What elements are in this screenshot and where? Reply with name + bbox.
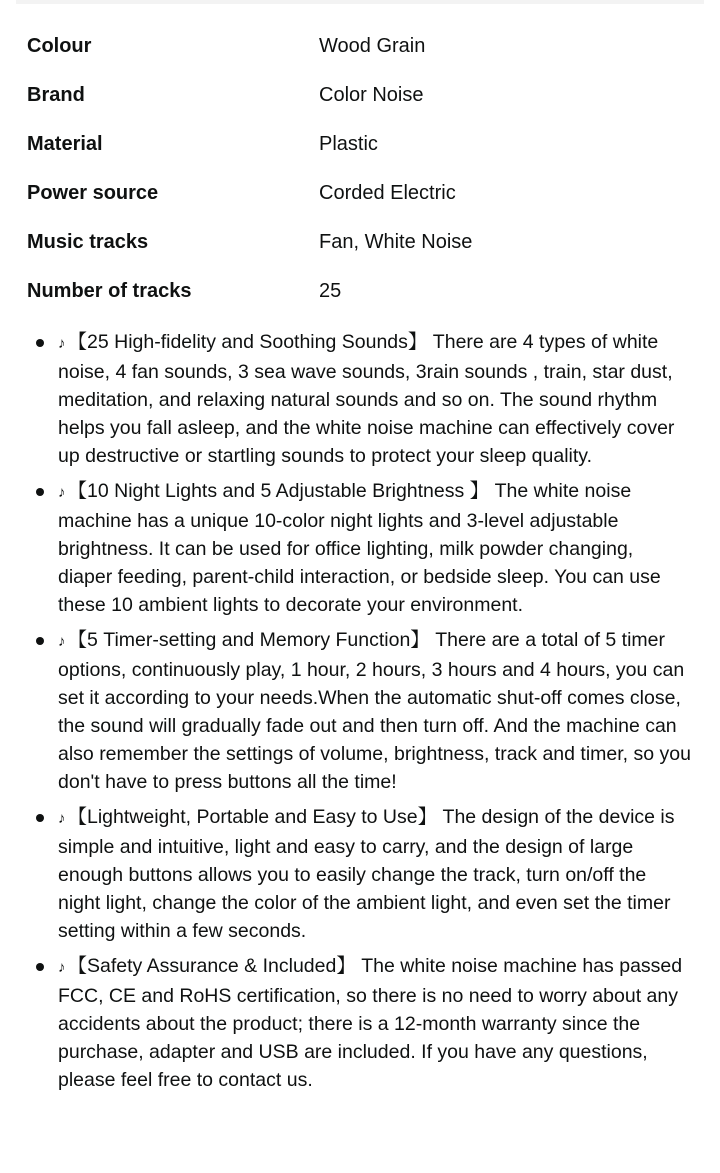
spec-label: Power source — [27, 182, 159, 204]
spec-value: Fan, White Noise — [319, 231, 473, 253]
bullet-title: 【Lightweight, Portable and Easy to Use】 — [67, 806, 438, 828]
music-note-icon: ♪ — [58, 959, 66, 976]
spec-label: Material — [27, 133, 103, 155]
bullet-text: There are a total of 5 timer options, continuously play, 1 hour, 2 hours, 3 hours and 4 hours, you can set it according to your needs.When the automatic shut-off comes close, the sound will gradually fade out and then turn off. And the machine can also remember the settings of volume, brightness, track and timer, so you don't have to press buttons all the time! — [58, 629, 691, 793]
music-note-icon: ♪ — [58, 810, 66, 827]
spec-value: Wood Grain — [319, 35, 426, 57]
bullet-text: The white noise machine has a unique 10-color night lights and 3-level adjustable brightness. It can be used for office lighting, milk powder changing, diaper feeding, parent-child interaction, or bedside sleep. You can use these 10 ambient lights to decorate your environment. — [58, 480, 661, 616]
spec-label: Number of tracks — [27, 280, 192, 302]
spec-label: Brand — [27, 84, 85, 106]
spec-row-number-of-tracks — [27, 267, 707, 316]
spec-row-material — [27, 120, 707, 169]
feature-bullet — [0, 477, 720, 619]
bullet-title: 【Safety Assurance & Included】 — [67, 955, 356, 977]
spec-row-brand — [27, 71, 707, 120]
product-specs-table — [27, 22, 707, 316]
bullet-title: 【10 Night Lights and 5 Adjustable Brightness 】 — [67, 480, 490, 502]
bullet-text: The white noise machine has passed FCC, CE and RoHS certification, so there is no need to worry about any accidents about the product; there is a 12-month warranty since the purchase, adapter and USB are included. If you have any questions, please feel free to contact us. — [58, 955, 683, 1091]
bullet-dot-icon — [36, 963, 44, 971]
music-note-icon: ♪ — [58, 633, 66, 650]
bullet-text: The design of the device is simple and intuitive, light and easy to carry, and the design of large enough buttons allows you to easily change the track, turn on/off the night light, change the color of the ambient light, and even set the timer setting within a few seconds. — [58, 806, 675, 942]
spec-row-music-tracks — [27, 218, 707, 267]
spec-value: Corded Electric — [319, 182, 456, 204]
spec-label: Colour — [27, 35, 92, 57]
feature-bullet-list — [0, 328, 720, 1101]
feature-bullet — [0, 803, 720, 945]
spec-value: 25 — [319, 280, 342, 302]
spec-row-colour — [27, 22, 707, 71]
bullet-title: 【5 Timer-setting and Memory Function】 — [67, 629, 430, 651]
feature-bullet — [0, 952, 720, 1094]
bullet-dot-icon — [36, 814, 44, 822]
bullet-dot-icon — [36, 488, 44, 496]
section-divider — [16, 0, 704, 4]
spec-label: Music tracks — [27, 231, 149, 253]
bullet-title: 【25 High-fidelity and Soothing Sounds】 — [67, 331, 428, 353]
spec-value: Color Noise — [319, 84, 424, 106]
spec-value: Plastic — [319, 133, 378, 155]
feature-bullet — [0, 626, 720, 796]
music-note-icon: ♪ — [58, 335, 66, 352]
bullet-dot-icon — [36, 637, 44, 645]
bullet-text: There are 4 types of white noise, 4 fan sounds, 3 sea wave sounds, 3rain sounds , train, star dust, meditation, and relaxing natural sounds and so on. The sound rhythm helps you fall asleep, and the white noise machine can effectively cover up destructive or startling sounds to protect your sleep quality. — [58, 331, 675, 467]
spec-row-power-source — [27, 169, 707, 218]
feature-bullet — [0, 328, 720, 470]
bullet-dot-icon — [36, 339, 44, 347]
music-note-icon: ♪ — [58, 484, 66, 501]
